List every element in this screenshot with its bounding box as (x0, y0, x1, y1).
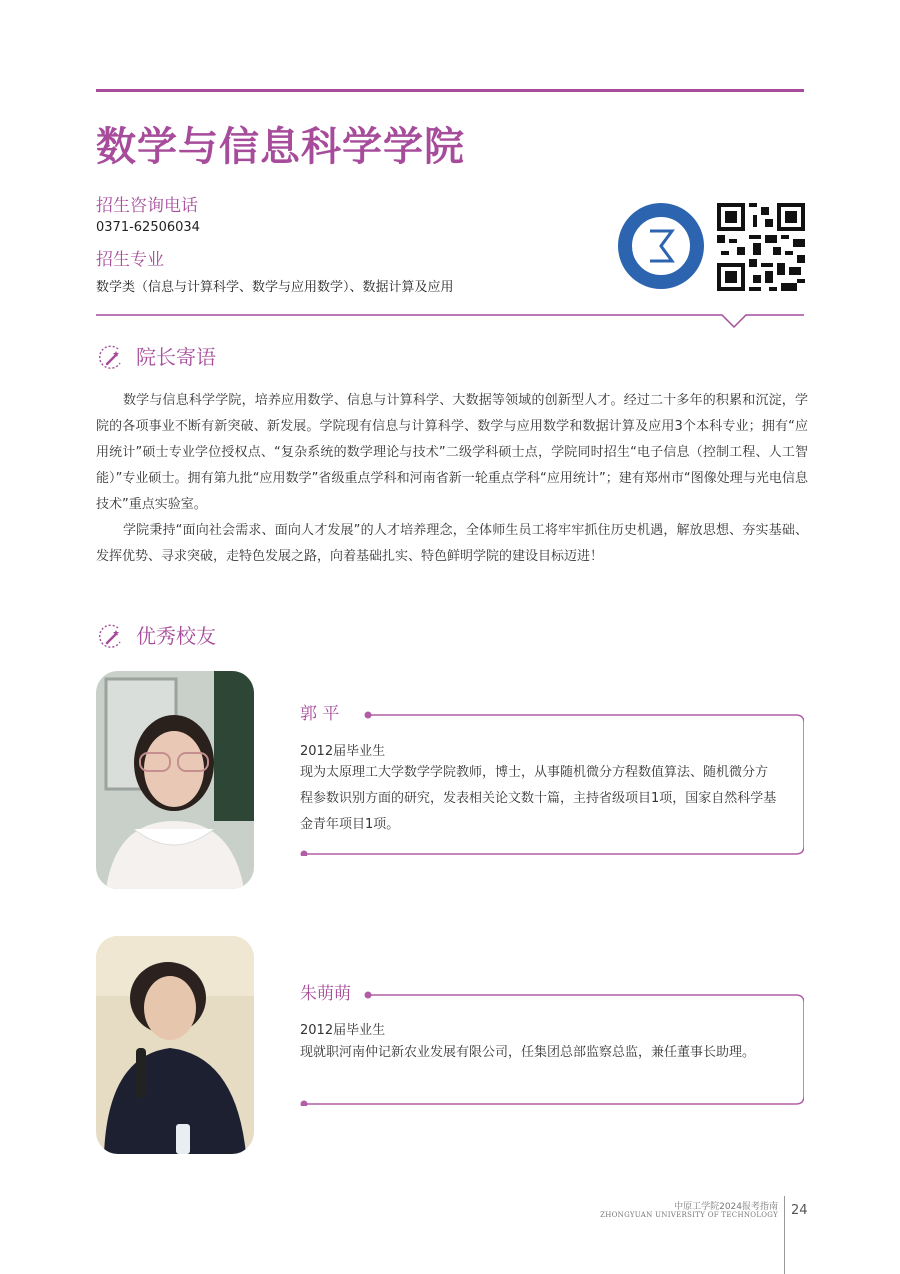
major-label: 招生专业 (96, 250, 164, 270)
alumni-name: 郭 平 (300, 704, 345, 724)
alumni-description: 现就职河南仲记新农业发展有限公司，任集团总部监察总监，兼任董事长助理。 (300, 1045, 756, 1060)
magic-wand-icon (96, 342, 126, 372)
magic-wand-icon (96, 621, 126, 651)
alumni-class: 2012届毕业生 (300, 1023, 386, 1038)
dean-paragraph-1: 数学与信息科学学院，培养应用数学、信息与计算科学、大数据等领域的创新型人才。经过二十多年的积累和沉淀，学院的各项事业不断有新突破、新发展。学院现有信息与计算科学、数学与应用数学和数据计算及应用3个本科专业；拥有“应用统计”硕士专业学位授权点、“复杂系统的数学理论与技术”二级学科硕士点，学院同时招生“电子信息（控制工程、人工智能）”专业硕士。拥有第九批“应用数学”省级重点学科和河南省新一轮重点学科“应用统计”；建有郑州市“图像处理与光电信息技术”重点实验室。 (96, 393, 808, 512)
alumni-photo (96, 671, 254, 889)
major-list: 数学类（信息与计算科学、数学与应用数学）、数据计算及应用 (96, 280, 454, 295)
alumni-description: 现为太原理工大学数学学院教师，博士，从事随机微分方程数值算法、随机微分方程参数识别方面的研究，发表相关论文数十篇，主持省级项目1项，国家自然科学基金青年项目1项。 (300, 765, 777, 832)
alumni-name: 朱萌萌 (300, 984, 357, 1004)
alumni-photo (96, 936, 254, 1154)
alumni-class: 2012届毕业生 (300, 744, 386, 759)
phone-number: 0371-62506034 (96, 220, 200, 235)
alumni-card (300, 984, 804, 1106)
footer-title: 中原工学院2024报考指南 (674, 1202, 778, 1212)
top-rule (96, 89, 804, 92)
qr-code-icon (717, 203, 805, 291)
page-number: 24 (791, 1203, 808, 1218)
phone-label: 招生咨询电话 (96, 196, 198, 216)
footer-divider (784, 1196, 785, 1274)
dean-section-title: 院长寄语 (136, 345, 216, 369)
alumni-card (300, 704, 804, 856)
alumni-section-title: 优秀校友 (136, 624, 216, 648)
header-divider (96, 309, 804, 333)
footer-subtitle: ZHONGYUAN UNIVERSITY OF TECHNOLOGY (600, 1211, 778, 1219)
college-logo (618, 203, 704, 289)
dean-paragraph-2: 学院秉持“面向社会需求、面向人才发展”的人才培养理念，全体师生员工将牢牢抓住历史机遇，解放思想、夯实基础、发挥优势、寻求突破，走特色发展之路，向着基础扎实、特色鲜明学院的建设目标迈进！ (96, 523, 808, 564)
page-title: 数学与信息科学学院 (96, 124, 465, 170)
